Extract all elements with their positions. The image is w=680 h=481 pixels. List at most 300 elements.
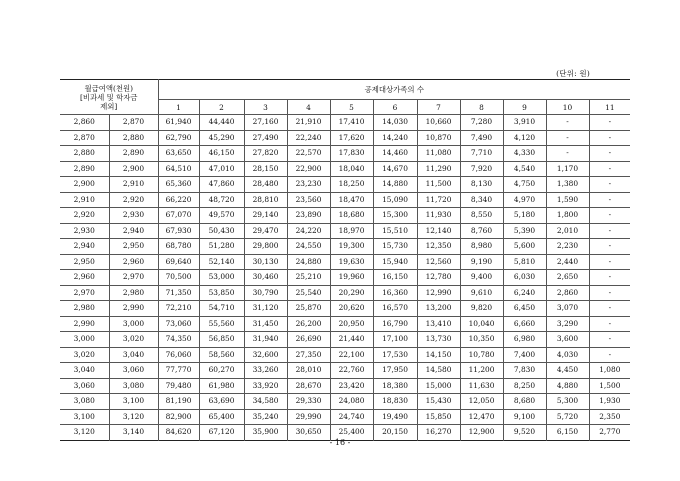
pay-from-cell: 2,880	[60, 146, 109, 162]
tax-amount-cell: 28,810	[244, 192, 287, 208]
tax-amount-cell: 9,610	[460, 285, 503, 301]
tax-amount-cell: 6,450	[503, 301, 546, 317]
pay-from-cell: 3,020	[60, 347, 109, 363]
family-count-header: 11	[589, 100, 630, 115]
tax-amount-cell: 31,940	[244, 332, 287, 348]
tax-amount-cell: 14,030	[373, 115, 417, 131]
tax-amount-cell: 8,760	[460, 223, 503, 239]
tax-amount-cell: 30,130	[244, 254, 287, 270]
tax-amount-cell: 5,810	[503, 254, 546, 270]
tax-amount-cell: 22,240	[287, 130, 330, 146]
tax-amount-cell: 61,940	[158, 115, 199, 131]
tax-amount-cell: 3,600	[546, 332, 589, 348]
tax-amount-cell: -	[589, 239, 630, 255]
family-count-header: 1	[158, 100, 199, 115]
tax-amount-cell: 20,150	[373, 425, 417, 441]
tax-amount-cell: 65,360	[158, 177, 199, 193]
tax-amount-cell: 29,140	[244, 208, 287, 224]
pay-to-cell: 3,000	[109, 316, 158, 332]
pay-to-cell: 3,060	[109, 363, 158, 379]
tax-amount-cell: 14,670	[373, 161, 417, 177]
tax-amount-cell: 18,470	[330, 192, 373, 208]
tax-amount-cell: 17,410	[330, 115, 373, 131]
tax-amount-cell: 12,780	[417, 270, 460, 286]
page-number: - 16 -	[329, 438, 351, 447]
tax-amount-cell: 32,600	[244, 347, 287, 363]
tax-amount-cell: 9,400	[460, 270, 503, 286]
tax-amount-cell: 29,330	[287, 394, 330, 410]
tax-amount-cell: 84,620	[158, 425, 199, 441]
tax-amount-cell: 24,880	[287, 254, 330, 270]
tax-amount-cell: 23,890	[287, 208, 330, 224]
pay-to-cell: 3,080	[109, 378, 158, 394]
tax-amount-cell: 17,950	[373, 363, 417, 379]
pay-to-cell: 3,020	[109, 332, 158, 348]
family-count-header: 3	[244, 100, 287, 115]
tax-amount-cell: 29,470	[244, 223, 287, 239]
tax-amount-cell: 6,240	[503, 285, 546, 301]
tax-amount-cell: 30,460	[244, 270, 287, 286]
tax-amount-cell: 12,560	[417, 254, 460, 270]
pay-from-cell: 2,920	[60, 208, 109, 224]
pay-from-cell: 2,870	[60, 130, 109, 146]
pay-from-cell: 2,930	[60, 223, 109, 239]
tax-amount-cell: 58,560	[199, 347, 244, 363]
tax-amount-cell: -	[589, 192, 630, 208]
tax-amount-cell: 8,130	[460, 177, 503, 193]
tax-amount-cell: 28,480	[244, 177, 287, 193]
header-row-group	[60, 80, 630, 100]
tax-amount-cell: 4,450	[546, 363, 589, 379]
tax-amount-cell: 15,090	[373, 192, 417, 208]
family-count-group-header: 공제대상가족의 수	[158, 80, 630, 100]
tax-amount-cell: 17,100	[373, 332, 417, 348]
tax-amount-cell: 22,100	[330, 347, 373, 363]
tax-amount-cell: 19,300	[330, 239, 373, 255]
tax-amount-cell: 15,000	[417, 378, 460, 394]
pay-from-cell: 3,080	[60, 394, 109, 410]
tax-amount-cell: 18,830	[373, 394, 417, 410]
tax-amount-cell: 2,770	[589, 425, 630, 441]
pay-from-cell: 2,950	[60, 254, 109, 270]
tax-amount-cell: -	[589, 285, 630, 301]
tax-amount-cell: 27,160	[244, 115, 287, 131]
tax-amount-cell: 79,480	[158, 378, 199, 394]
pay-from-cell: 3,100	[60, 409, 109, 425]
tax-amount-cell: 8,680	[503, 394, 546, 410]
tax-amount-cell: 23,420	[330, 378, 373, 394]
tax-amount-cell: 15,300	[373, 208, 417, 224]
tax-amount-cell: 25,400	[330, 425, 373, 441]
pay-to-cell: 2,910	[109, 177, 158, 193]
tax-amount-cell: 10,350	[460, 332, 503, 348]
tax-amount-cell: 66,220	[158, 192, 199, 208]
tax-amount-cell: 51,280	[199, 239, 244, 255]
table-row	[60, 285, 630, 301]
tax-amount-cell: 74,350	[158, 332, 199, 348]
monthly-pay-header	[60, 80, 158, 115]
tax-amount-cell: -	[589, 223, 630, 239]
tax-amount-cell: 18,040	[330, 161, 373, 177]
tax-amount-cell: 23,560	[287, 192, 330, 208]
tax-amount-cell: 2,860	[546, 285, 589, 301]
tax-amount-cell: 9,520	[503, 425, 546, 441]
table-row	[60, 239, 630, 255]
tax-amount-cell: 4,030	[546, 347, 589, 363]
tax-amount-cell: 15,430	[417, 394, 460, 410]
table-row	[60, 332, 630, 348]
pay-to-cell: 2,950	[109, 239, 158, 255]
tax-amount-cell: -	[589, 146, 630, 162]
tax-amount-cell: 4,120	[503, 130, 546, 146]
tax-amount-cell: 6,030	[503, 270, 546, 286]
tax-amount-cell: 5,600	[503, 239, 546, 255]
tax-amount-cell: 29,800	[244, 239, 287, 255]
tax-amount-cell: 10,660	[417, 115, 460, 131]
tax-amount-cell: 12,350	[417, 239, 460, 255]
tax-amount-cell: 11,290	[417, 161, 460, 177]
pay-from-cell: 3,060	[60, 378, 109, 394]
tax-amount-cell: 16,570	[373, 301, 417, 317]
tax-amount-cell: 15,940	[373, 254, 417, 270]
tax-amount-cell: 7,710	[460, 146, 503, 162]
tax-amount-cell: 28,010	[287, 363, 330, 379]
tax-amount-cell: 2,230	[546, 239, 589, 255]
table-row	[60, 378, 630, 394]
pay-from-cell: 2,990	[60, 316, 109, 332]
tax-amount-cell: 5,180	[503, 208, 546, 224]
tax-amount-cell: 48,720	[199, 192, 244, 208]
tax-amount-cell: 52,140	[199, 254, 244, 270]
tax-amount-cell: 68,780	[158, 239, 199, 255]
table-row	[60, 161, 630, 177]
pay-from-cell: 2,860	[60, 115, 109, 131]
table-row	[60, 208, 630, 224]
tax-amount-cell: 15,850	[417, 409, 460, 425]
tax-amount-cell: 16,150	[373, 270, 417, 286]
tax-amount-cell: 33,920	[244, 378, 287, 394]
tax-amount-cell: 15,730	[373, 239, 417, 255]
tax-amount-cell: 13,200	[417, 301, 460, 317]
tax-amount-cell: 14,580	[417, 363, 460, 379]
tax-amount-cell: 6,980	[503, 332, 546, 348]
tax-amount-cell: 33,260	[244, 363, 287, 379]
tax-amount-cell: 5,390	[503, 223, 546, 239]
tax-amount-cell: 30,650	[287, 425, 330, 441]
tax-amount-cell: -	[589, 208, 630, 224]
tax-amount-cell: 1,380	[546, 177, 589, 193]
tax-amount-cell: 1,590	[546, 192, 589, 208]
pay-to-cell: 2,880	[109, 130, 158, 146]
pay-to-cell: 3,040	[109, 347, 158, 363]
tax-amount-cell: 10,870	[417, 130, 460, 146]
tax-amount-cell: 71,350	[158, 285, 199, 301]
family-count-header: 2	[199, 100, 244, 115]
tax-amount-cell: 31,120	[244, 301, 287, 317]
pay-to-cell: 2,920	[109, 192, 158, 208]
tax-amount-cell: 69,640	[158, 254, 199, 270]
tax-amount-cell: 24,740	[330, 409, 373, 425]
pay-to-cell: 2,930	[109, 208, 158, 224]
tax-amount-cell: 82,900	[158, 409, 199, 425]
tax-amount-cell: 9,100	[503, 409, 546, 425]
tax-amount-cell: 16,790	[373, 316, 417, 332]
tax-amount-cell: 1,080	[589, 363, 630, 379]
tax-amount-cell: 10,040	[460, 316, 503, 332]
monthly-pay-header-line: [비과세 및 학자금	[79, 92, 138, 102]
tax-amount-cell: -	[589, 347, 630, 363]
tax-amount-cell: 76,060	[158, 347, 199, 363]
tax-amount-cell: 7,490	[460, 130, 503, 146]
tax-amount-cell: 8,340	[460, 192, 503, 208]
family-count-header: 8	[460, 100, 503, 115]
tax-amount-cell: 26,200	[287, 316, 330, 332]
tax-amount-cell: 18,380	[373, 378, 417, 394]
tax-amount-cell: 14,240	[373, 130, 417, 146]
table-row	[60, 394, 630, 410]
tax-amount-cell: 9,820	[460, 301, 503, 317]
tax-amount-cell: 1,930	[589, 394, 630, 410]
table-row	[60, 316, 630, 332]
tax-amount-cell: -	[589, 332, 630, 348]
tax-amount-cell: 28,670	[287, 378, 330, 394]
tax-amount-cell: 4,880	[546, 378, 589, 394]
tax-amount-cell: 46,150	[199, 146, 244, 162]
tax-amount-cell: 12,470	[460, 409, 503, 425]
tax-amount-cell: 81,190	[158, 394, 199, 410]
pay-from-cell: 3,120	[60, 425, 109, 441]
tax-amount-cell: 9,190	[460, 254, 503, 270]
tax-amount-cell: 25,540	[287, 285, 330, 301]
tax-amount-cell: 10,780	[460, 347, 503, 363]
tax-amount-cell: 8,980	[460, 239, 503, 255]
withholding-tax-table	[60, 79, 630, 441]
tax-amount-cell: 64,510	[158, 161, 199, 177]
tax-amount-cell: 21,440	[330, 332, 373, 348]
tax-amount-cell: 29,990	[287, 409, 330, 425]
table-row	[60, 223, 630, 239]
tax-amount-cell: 2,350	[589, 409, 630, 425]
tax-amount-cell: 4,750	[503, 177, 546, 193]
table-row	[60, 301, 630, 317]
table-row	[60, 363, 630, 379]
tax-amount-cell: 53,000	[199, 270, 244, 286]
tax-amount-cell: 28,150	[244, 161, 287, 177]
tax-amount-cell: 4,970	[503, 192, 546, 208]
tax-amount-cell: 18,970	[330, 223, 373, 239]
tax-amount-cell: 26,690	[287, 332, 330, 348]
pay-from-cell: 2,910	[60, 192, 109, 208]
tax-amount-cell: 5,300	[546, 394, 589, 410]
family-count-header: 4	[287, 100, 330, 115]
table-body	[60, 115, 630, 441]
tax-amount-cell: 44,440	[199, 115, 244, 131]
tax-amount-cell: 15,510	[373, 223, 417, 239]
tax-amount-cell: 63,650	[158, 146, 199, 162]
tax-amount-cell: 1,500	[589, 378, 630, 394]
tax-amount-cell: -	[589, 301, 630, 317]
tax-amount-cell: 19,630	[330, 254, 373, 270]
tax-amount-cell: 2,440	[546, 254, 589, 270]
tax-amount-cell: 12,990	[417, 285, 460, 301]
tax-amount-cell: 62,790	[158, 130, 199, 146]
tax-amount-cell: 35,900	[244, 425, 287, 441]
tax-amount-cell: 18,680	[330, 208, 373, 224]
pay-to-cell: 2,870	[109, 115, 158, 131]
tax-amount-cell: 27,350	[287, 347, 330, 363]
tax-amount-cell: 50,430	[199, 223, 244, 239]
tax-amount-cell: 1,170	[546, 161, 589, 177]
tax-amount-cell: 3,070	[546, 301, 589, 317]
tax-amount-cell: 8,250	[503, 378, 546, 394]
tax-amount-cell: -	[546, 115, 589, 131]
monthly-pay-header-line: 제외]	[100, 101, 118, 111]
tax-amount-cell: 11,200	[460, 363, 503, 379]
tax-amount-cell: -	[589, 254, 630, 270]
tax-amount-cell: 72,210	[158, 301, 199, 317]
tax-amount-cell: 54,710	[199, 301, 244, 317]
pay-to-cell: 2,900	[109, 161, 158, 177]
tax-amount-cell: 12,050	[460, 394, 503, 410]
tax-amount-cell: 23,230	[287, 177, 330, 193]
tax-amount-cell: 49,570	[199, 208, 244, 224]
tax-amount-cell: 2,650	[546, 270, 589, 286]
tax-amount-cell: 1,800	[546, 208, 589, 224]
tax-amount-cell: 7,830	[503, 363, 546, 379]
family-count-header: 9	[503, 100, 546, 115]
tax-amount-cell: 22,760	[330, 363, 373, 379]
pay-from-cell: 2,900	[60, 177, 109, 193]
tax-amount-cell: 61,980	[199, 378, 244, 394]
tax-amount-cell: 56,850	[199, 332, 244, 348]
tax-amount-cell: 22,570	[287, 146, 330, 162]
table-row	[60, 146, 630, 162]
tax-amount-cell: 65,400	[199, 409, 244, 425]
tax-amount-cell: 11,720	[417, 192, 460, 208]
tax-amount-cell: 35,240	[244, 409, 287, 425]
tax-amount-cell: 34,580	[244, 394, 287, 410]
tax-amount-cell: 13,410	[417, 316, 460, 332]
tax-amount-cell: 27,820	[244, 146, 287, 162]
tax-amount-cell: -	[589, 130, 630, 146]
tax-amount-cell: 25,870	[287, 301, 330, 317]
pay-from-cell: 2,960	[60, 270, 109, 286]
tax-amount-cell: 18,250	[330, 177, 373, 193]
tax-amount-cell: 55,560	[199, 316, 244, 332]
tax-amount-cell: -	[589, 316, 630, 332]
tax-amount-cell: 13,730	[417, 332, 460, 348]
tax-amount-cell: 24,080	[330, 394, 373, 410]
tax-amount-cell: 20,950	[330, 316, 373, 332]
tax-amount-cell: 25,210	[287, 270, 330, 286]
family-count-header: 7	[417, 100, 460, 115]
unit-label: (단위: 원)	[556, 69, 590, 78]
family-count-header: 6	[373, 100, 417, 115]
tax-amount-cell: -	[589, 270, 630, 286]
tax-amount-cell: 19,490	[373, 409, 417, 425]
tax-amount-cell: 20,290	[330, 285, 373, 301]
table-row	[60, 192, 630, 208]
tax-amount-cell: 77,770	[158, 363, 199, 379]
tax-amount-cell: -	[589, 161, 630, 177]
tax-amount-cell: 14,880	[373, 177, 417, 193]
tax-amount-cell: 11,930	[417, 208, 460, 224]
table-row	[60, 115, 630, 131]
tax-amount-cell: 6,150	[546, 425, 589, 441]
tax-amount-cell: 67,070	[158, 208, 199, 224]
pay-to-cell: 2,890	[109, 146, 158, 162]
tax-amount-cell: 17,830	[330, 146, 373, 162]
tax-amount-cell: 17,530	[373, 347, 417, 363]
tax-amount-cell: 21,910	[287, 115, 330, 131]
pay-to-cell: 3,140	[109, 425, 158, 441]
monthly-pay-header-line: 월급여액(천원)	[84, 83, 134, 93]
tax-amount-cell: -	[546, 146, 589, 162]
tax-amount-cell: 47,010	[199, 161, 244, 177]
tax-amount-cell: 53,850	[199, 285, 244, 301]
pay-to-cell: 3,120	[109, 409, 158, 425]
tax-amount-cell: 11,080	[417, 146, 460, 162]
tax-amount-cell: 7,400	[503, 347, 546, 363]
tax-amount-cell: 24,550	[287, 239, 330, 255]
tax-amount-cell: 27,490	[244, 130, 287, 146]
table-row	[60, 347, 630, 363]
tax-amount-cell: 11,630	[460, 378, 503, 394]
table-row	[60, 270, 630, 286]
pay-from-cell: 3,040	[60, 363, 109, 379]
tax-amount-cell: 14,460	[373, 146, 417, 162]
tax-amount-cell: 7,280	[460, 115, 503, 131]
tax-amount-cell: 2,010	[546, 223, 589, 239]
table-row	[60, 254, 630, 270]
family-count-header: 10	[546, 100, 589, 115]
tax-amount-cell: 4,330	[503, 146, 546, 162]
tax-amount-cell: 73,060	[158, 316, 199, 332]
tax-amount-cell: 12,140	[417, 223, 460, 239]
tax-amount-cell: -	[546, 130, 589, 146]
pay-to-cell: 3,100	[109, 394, 158, 410]
tax-amount-cell: 5,720	[546, 409, 589, 425]
pay-to-cell: 2,980	[109, 285, 158, 301]
tax-amount-cell: 17,620	[330, 130, 373, 146]
tax-amount-cell: 22,900	[287, 161, 330, 177]
pay-to-cell: 2,940	[109, 223, 158, 239]
pay-from-cell: 2,970	[60, 285, 109, 301]
tax-amount-cell: 8,550	[460, 208, 503, 224]
pay-from-cell: 2,980	[60, 301, 109, 317]
family-count-header: 5	[330, 100, 373, 115]
tax-amount-cell: 31,450	[244, 316, 287, 332]
pay-to-cell: 2,960	[109, 254, 158, 270]
pay-from-cell: 3,000	[60, 332, 109, 348]
tax-amount-cell: 4,540	[503, 161, 546, 177]
tax-amount-cell: 7,920	[460, 161, 503, 177]
tax-amount-cell: -	[589, 177, 630, 193]
pay-to-cell: 2,970	[109, 270, 158, 286]
tax-amount-cell: 14,150	[417, 347, 460, 363]
tax-amount-cell: 20,620	[330, 301, 373, 317]
pay-from-cell: 2,890	[60, 161, 109, 177]
tax-amount-cell: 70,500	[158, 270, 199, 286]
tax-amount-cell: 3,910	[503, 115, 546, 131]
pay-to-cell: 2,990	[109, 301, 158, 317]
tax-amount-cell: -	[589, 115, 630, 131]
tax-amount-cell: 24,220	[287, 223, 330, 239]
table-row	[60, 409, 630, 425]
tax-amount-cell: 67,120	[199, 425, 244, 441]
tax-amount-cell: 47,860	[199, 177, 244, 193]
tax-amount-cell: 60,270	[199, 363, 244, 379]
